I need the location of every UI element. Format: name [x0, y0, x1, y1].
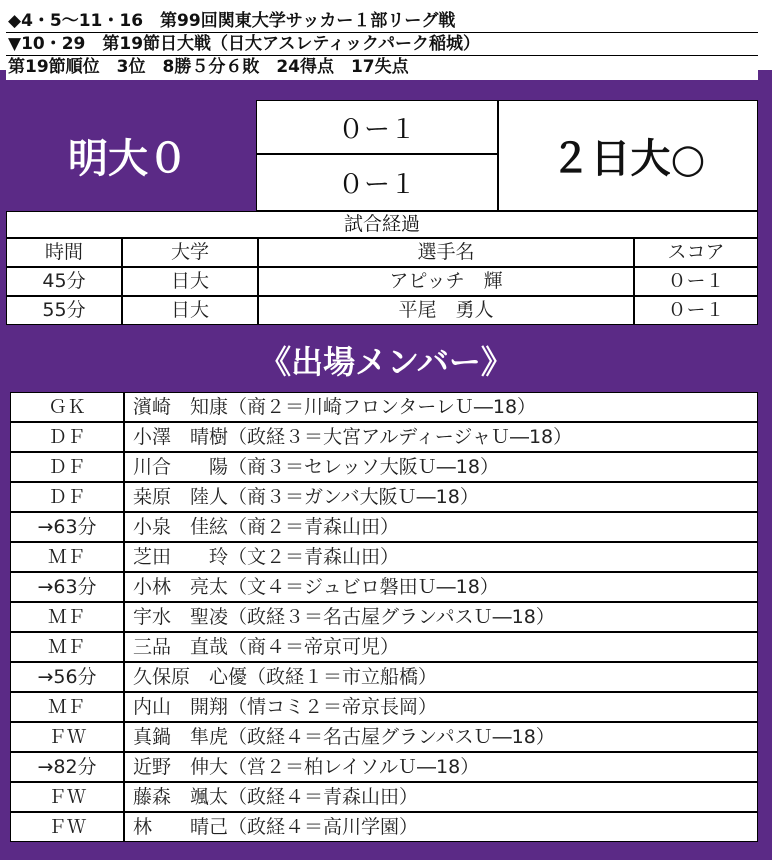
member-name: 小林 亮太（文４＝ジュビロ磐田Ｕ―18） [124, 572, 758, 602]
member-row [10, 662, 758, 692]
member-name: 宇水 聖凌（政経３＝名古屋グランパスＵ―18） [124, 602, 758, 632]
progress-row [6, 267, 758, 296]
home-team-score: 明大０ [68, 135, 188, 182]
member-row [10, 572, 758, 602]
match-line: ▼10・29 第19節日大戦（日大アスレティックパーク稲城） [6, 33, 758, 56]
member-row [10, 422, 758, 452]
member-position: →63分 [10, 512, 124, 542]
progress-table [6, 238, 758, 325]
col-score-header: スコア [634, 238, 758, 267]
goal-score: ０ー１ [634, 296, 758, 325]
member-row [10, 722, 758, 752]
member-position: ＤＦ [10, 482, 124, 512]
col-player-header: 選手名 [258, 238, 634, 267]
season-line: ◆4・5〜11・16 第99回関東大学サッカー１部リーグ戦 [6, 10, 758, 33]
member-row [10, 512, 758, 542]
member-row [10, 602, 758, 632]
member-name: 三品 直哉（商４＝帝京可児） [124, 632, 758, 662]
progress-row [6, 296, 758, 325]
member-name: 近野 伸大（営２＝柏レイソルＵ―18） [124, 752, 758, 782]
member-row [10, 542, 758, 572]
member-position: ＤＦ [10, 452, 124, 482]
member-name: 芝田 玲（文２＝青森山田） [124, 542, 758, 572]
member-name: 藤森 颯太（政経４＝青森山田） [124, 782, 758, 812]
member-position: ＦＷ [10, 782, 124, 812]
member-position: ＤＦ [10, 422, 124, 452]
member-name: 小泉 佳絃（商２＝青森山田） [124, 512, 758, 542]
goal-time: 45分 [6, 267, 122, 296]
member-name: 真鍋 隼虎（政経４＝名古屋グランパスＵ―18） [124, 722, 758, 752]
member-position: ＭＦ [10, 692, 124, 722]
col-time-header: 時間 [6, 238, 122, 267]
member-position: →63分 [10, 572, 124, 602]
member-name: 濱崎 知康（商２＝川崎フロンターレＵ―18） [124, 392, 758, 422]
goal-player: アピッチ 輝 [258, 267, 634, 296]
member-position: ＦＷ [10, 812, 124, 842]
member-name: 久保原 心優（政経１＝市立船橋） [124, 662, 758, 692]
member-name: 林 晴己（政経４＝高川学園） [124, 812, 758, 842]
member-position: ＭＦ [10, 542, 124, 572]
member-row [10, 632, 758, 662]
member-name: 桒原 陸人（商３＝ガンバ大阪Ｕ―18） [124, 482, 758, 512]
member-name: 川合 陽（商３＝セレッソ大阪Ｕ―18） [124, 452, 758, 482]
member-position: ＧＫ [10, 392, 124, 422]
member-name: 小澤 晴樹（政経３＝大宮アルディージャＵ―18） [124, 422, 758, 452]
member-row [10, 782, 758, 812]
goal-player: 平尾 勇人 [258, 296, 634, 325]
member-position: ＭＦ [10, 602, 124, 632]
goal-score: ０ー１ [634, 267, 758, 296]
member-position: ＭＦ [10, 632, 124, 662]
col-univ-header: 大学 [122, 238, 258, 267]
member-row [10, 482, 758, 512]
progress-header-row [6, 238, 758, 267]
member-row [10, 392, 758, 422]
standings-line: 第19節順位 3位 8勝５分６敗 24得点 17失点 [6, 56, 758, 80]
away-team-score: ２日大○ [498, 100, 758, 211]
member-row [10, 692, 758, 722]
members-table [10, 392, 758, 842]
goal-time: 55分 [6, 296, 122, 325]
progress-title: 試合経過 [6, 211, 758, 238]
members-title: 《出場メンバー》 [259, 343, 513, 381]
member-position: →82分 [10, 752, 124, 782]
member-row [10, 452, 758, 482]
member-position: ＦＷ [10, 722, 124, 752]
member-name: 内山 開翔（情コミ２＝帝京長岡） [124, 692, 758, 722]
member-position: →56分 [10, 662, 124, 692]
first-half-score: ０ー１ [256, 100, 498, 154]
goal-univ: 日大 [122, 267, 258, 296]
member-row [10, 752, 758, 782]
member-row [10, 812, 758, 842]
second-half-score: ０ー１ [256, 154, 498, 211]
goal-univ: 日大 [122, 296, 258, 325]
